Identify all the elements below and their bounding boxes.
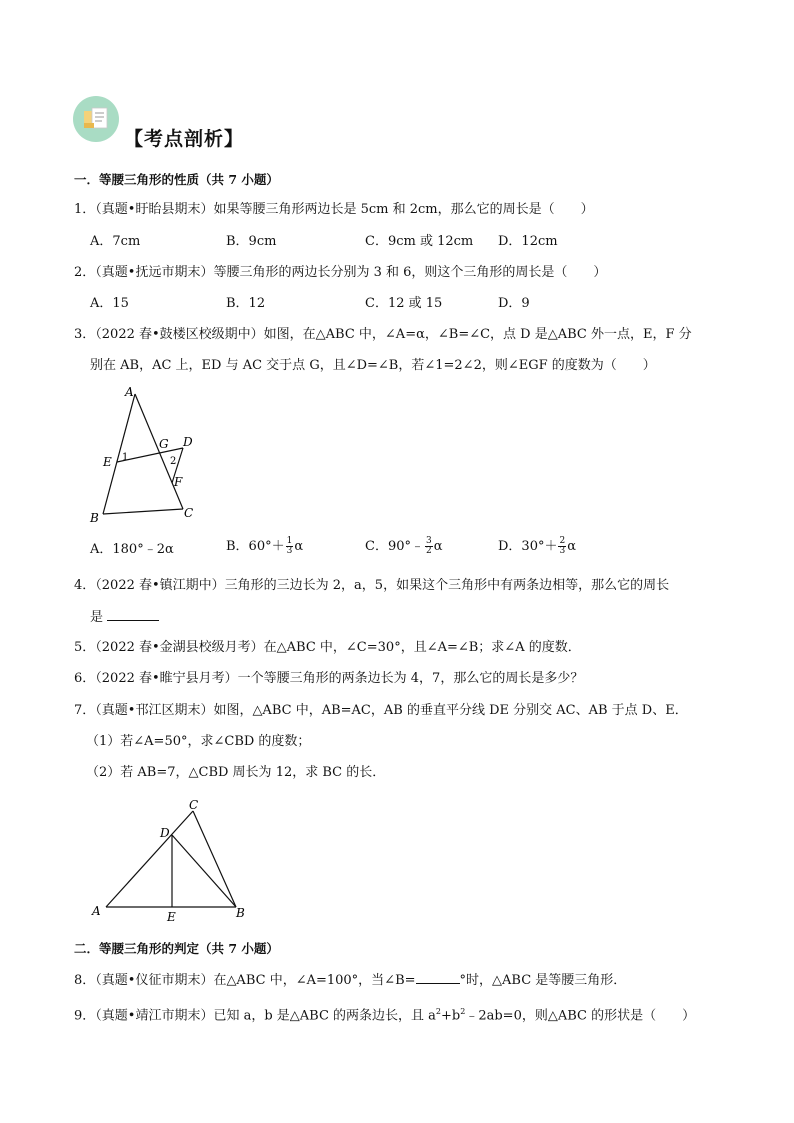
section-heading: 一．等腰三角形的性质（共 7 小题） [74, 172, 279, 187]
fraction [286, 537, 294, 556]
q3-option-b-suffix: α [294, 539, 304, 554]
q8-text-before: 8．（真题•仪征市期末）在△ABC 中，∠A=100°，当∠B= [74, 973, 416, 988]
q3-label-d: D [183, 435, 193, 449]
question-5-stem: 5．（2022 春•金湖县校级月考）在△ABC 中，∠C=30°，且∠A=∠B；求∠A 的度数． [74, 640, 581, 655]
question-4-line1: 4．（2022 春•镇江期中）三角形的三边长为 2，a，5，如果这个三角形中有两条边相等，那么它的周长 [74, 578, 670, 593]
q3-option-c-prefix: C．90°﹣ [365, 539, 424, 554]
fraction [425, 537, 433, 556]
question-6-stem: 6．（2022 春•睢宁县月考）一个等腰三角形的两条边长为 4，7，那么它的周长是多少？ [74, 671, 584, 686]
notebook-icon [73, 96, 119, 142]
q3-label-c: C [184, 506, 194, 520]
question-4-line2 [90, 608, 159, 627]
q2-option-a: A．15 [90, 296, 129, 311]
exponent: 2 [460, 1007, 466, 1016]
question-9-stem [74, 1003, 695, 1025]
q3-angle-2: 2 [170, 456, 177, 467]
denominator: 3 [286, 546, 293, 556]
q1-option-d: D．12cm [498, 234, 558, 249]
q3-option-c-suffix: α [433, 539, 443, 554]
exponent: 2 [435, 1007, 442, 1016]
question-1-stem: 1．（真题•盱眙县期末）如果等腰三角形两边长是 5cm 和 2cm，那么它的周长是（ ） [74, 202, 594, 217]
q1-option-c: C．9cm 或 12cm [365, 234, 474, 249]
q9-text-mid: +b [441, 1008, 461, 1024]
q3-figure [85, 382, 205, 527]
numerator: 3 [426, 536, 432, 546]
question-3-line2: 别在 AB，AC 上，ED 与 AC 交于点 G，且∠D=∠B，若∠1=2∠2，则∠EGF 的度数为（ ） [90, 358, 656, 373]
q3-label-b: B [90, 511, 99, 525]
q1-option-b: B．9cm [226, 234, 277, 249]
q3-option-a: A．180°﹣2α [90, 542, 174, 557]
question-8-stem [74, 971, 626, 990]
section-heading: 二．等腰三角形的判定（共 7 小题） [74, 941, 279, 956]
q7-label-b: B [236, 906, 245, 920]
question-7-part2: （2）若 AB=7，△CBD 周长为 12，求 BC 的长． [86, 765, 386, 780]
page-title: 【考点剖析】 [124, 128, 245, 150]
question-7-stem: 7．（真题•邗江区期末）如图，△ABC 中，AB=AC，AB 的垂直平分线 DE 分别交 AC、AB 于点 D、E． [74, 703, 688, 718]
q3-label-a: A [125, 385, 134, 399]
q3-option-c [365, 537, 443, 556]
denominator: 3 [559, 546, 566, 556]
q3-label-f: F [174, 475, 183, 489]
q3-label-e: E [103, 455, 112, 469]
fraction [558, 537, 566, 556]
q7-figure [88, 795, 258, 925]
q3-option-b-prefix: B．60°＋ [226, 539, 285, 554]
q7-label-c: C [189, 798, 199, 812]
question-3-line1: 3．（2022 春•鼓楼区校级期中）如图，在△ABC 中，∠A=α，∠B=∠C，点 D 是△ABC 外一点，E，F 分 [74, 327, 692, 342]
q8-text-after: °时，△ABC 是等腰三角形． [459, 973, 627, 988]
q3-angle-1: 1 [122, 452, 129, 463]
q1-option-a: A．7cm [90, 234, 141, 249]
q3-option-d-prefix: D．30°＋ [498, 539, 558, 554]
q9-text-before: 9．（真题•靖江市期末）已知 a，b 是△ABC 的两条边长，且 a [74, 1008, 436, 1024]
q2-option-d: D．9 [498, 296, 530, 311]
numerator: 1 [286, 536, 293, 546]
q9-text-after: ﹣2ab=0，则△ABC 的形状是（ ） [465, 1008, 696, 1024]
q7-label-a: A [92, 904, 101, 918]
q4-line2-text: 是 [90, 610, 104, 625]
q3-option-d-suffix: α [567, 539, 576, 554]
q3-option-b [226, 537, 303, 556]
q2-option-c: C．12 或 15 [365, 296, 443, 311]
answer-blank[interactable] [416, 971, 460, 984]
question-7-part1: （1）若∠A=50°，求∠CBD 的度数； [86, 734, 311, 749]
numerator: 2 [559, 536, 566, 546]
q3-option-d [498, 537, 576, 556]
answer-blank[interactable] [107, 608, 159, 621]
denominator: 2 [426, 546, 432, 556]
question-2-stem: 2．（真题•抚远市期末）等腰三角形的两边长分别为 3 和 6，则这个三角形的周长是（ ） [74, 265, 607, 280]
q2-option-b: B．12 [226, 296, 266, 311]
q3-label-g: G [159, 437, 169, 451]
q7-label-d: D [160, 826, 170, 840]
q7-label-e: E [167, 910, 176, 924]
